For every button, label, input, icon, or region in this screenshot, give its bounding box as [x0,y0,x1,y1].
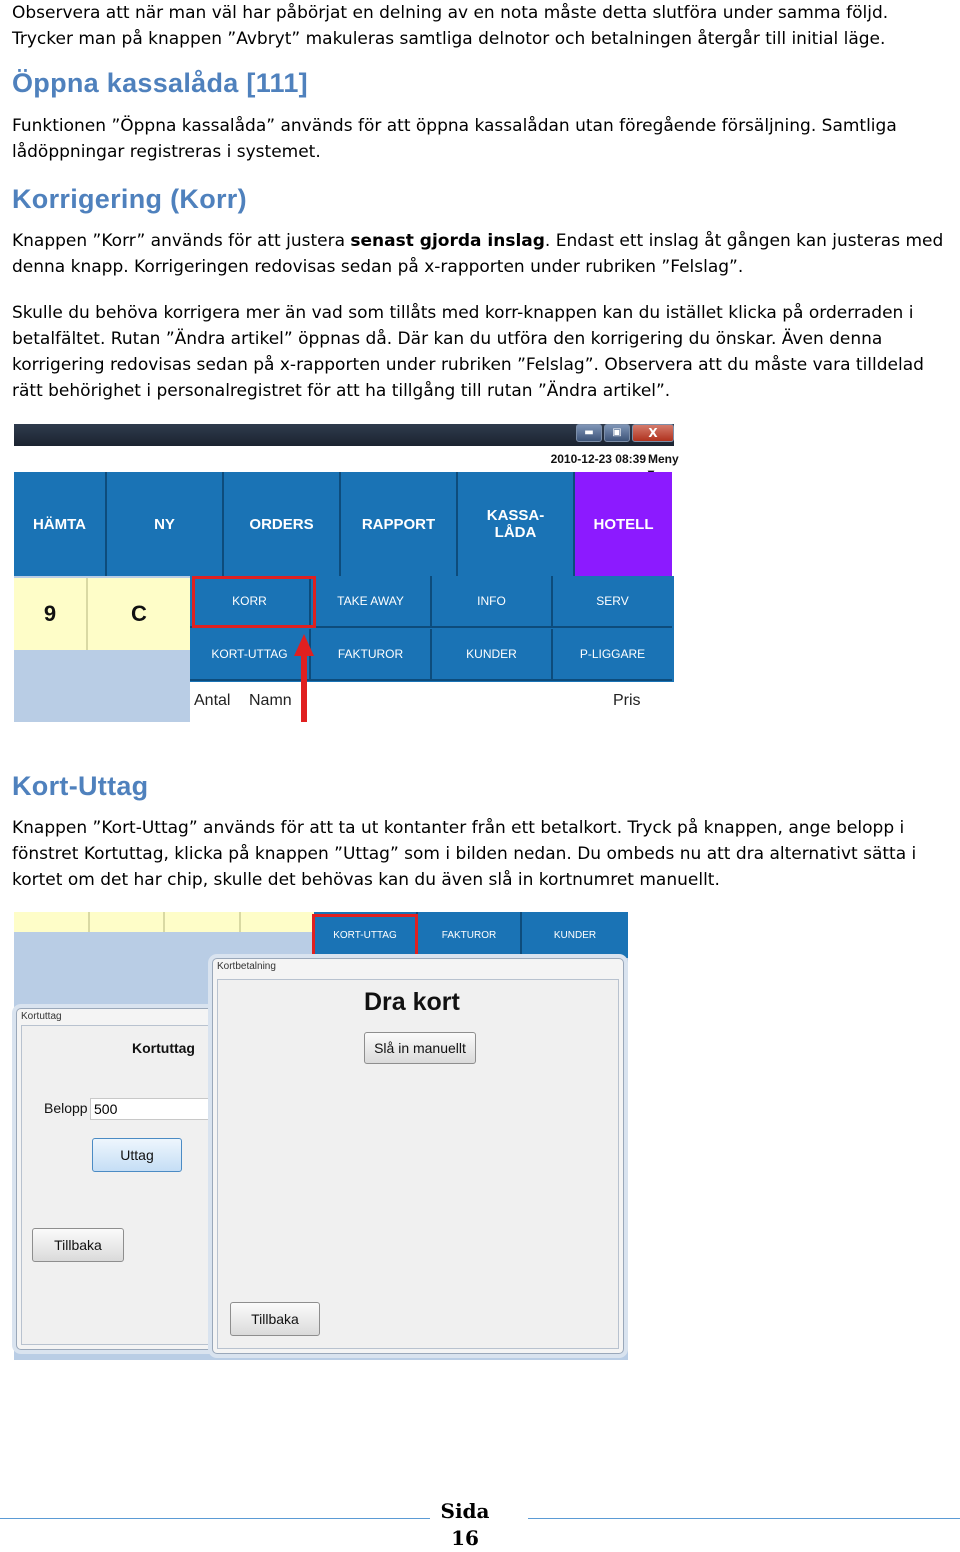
footer-rule-left [0,1518,430,1519]
korr-p1-before: Knappen ”Korr” används för att justera [12,231,351,251]
keypad-strip [14,912,314,932]
amount-field[interactable]: 500 [90,1098,215,1120]
close-icon[interactable]: X [632,424,674,442]
nav-hamta-button[interactable]: HÄMTA [14,472,107,576]
kort-uttag-highlight-box [312,914,418,958]
menu-dropdown[interactable]: Meny [648,452,679,466]
fakturor-button[interactable]: FAKTUROR [418,912,522,958]
korr-highlight-box [192,576,316,628]
nav-hotell-button[interactable]: HOTELL [575,472,672,576]
page-label: Sida [440,1499,490,1523]
manual-entry-button[interactable]: Slå in manuellt [364,1032,476,1064]
nav-ny-button[interactable]: NY [107,472,224,576]
heading-kort-uttag: Kort-Uttag [12,771,149,801]
intro-paragraph: Observera att när man väl har påbörjat en delning av en nota måste detta slutföra under samma följd. Trycker man på knappen ”Avbryt” makuleras samtliga delnotor och betalningen återgår till initial läge. [12,3,889,49]
kortuttag-window-body [21,1025,213,1345]
order-list-header [190,682,674,722]
nav-rapport-button[interactable]: RAPPORT [341,472,458,576]
kortuttag-window [16,1008,218,1350]
arrow-shaft [301,654,307,722]
uttag-button[interactable]: Uttag [92,1138,182,1172]
page-number [430,1498,500,1552]
heading-open-drawer: Öppna kassalåda [111] [12,68,308,98]
key-clear[interactable]: C [88,578,190,650]
kortbetalning-window [212,958,624,1354]
main-nav [14,472,674,576]
page-number-value: 16 [451,1526,479,1550]
p-liggare-button[interactable]: P-LIGGARE [553,629,672,681]
kunder-button[interactable]: KUNDER [553,929,597,941]
column-qty: Antal [194,692,231,709]
kortuttag-back-button[interactable]: Tillbaka [32,1228,124,1262]
kortbetalning-window-body [217,979,619,1349]
key-9[interactable]: 9 [14,578,88,650]
info-bar [14,446,679,472]
nav-orders-button[interactable]: ORDERS [224,472,341,576]
kort-uttag-button[interactable]: KORT-UTTAG [190,629,311,681]
korr-p1-after: . Endast ett inslag åt gången kan justeras med denna knapp. Korrigeringen redovisas sedan på x-rapporten under rubriken ”Felslag”. [12,231,944,277]
korr-p1-bold: senast gjorda inslag [350,231,545,251]
korr-paragraph-2: Skulle du behöva korrigera mer än vad som tillåts med korr-knappen kan du istället klicka på orderraden i betalfältet. Rutan ”Ändra artikel” öppnas då. Där kan du utföra den korrigering du önskar. Även denna korrigering redovisas sedan på x-rapporten under rubriken ”Felslag”. Observera att du måste vara tilldelad rätt behörighet i personalregistret för att ha tillgång till rutan ”Ändra artikel”. [12,303,924,401]
footer-rule-right [528,1518,960,1519]
open-drawer-paragraph: Funktionen ”Öppna kassalåda” används för att öppna kassalådan utan föregående försäljning. Samtliga lådöppningar registreras i systemet. [12,116,897,162]
heading-korr: Korrigering (Korr) [12,184,247,214]
kortuttag-screenshot [14,912,628,1360]
serv-button[interactable]: SERV [553,576,672,628]
kort-uttag-button[interactable]: KORT-UTTAG [314,912,418,958]
korr-paragraph-1 [12,228,952,280]
nav-kassalada-button[interactable]: KASSA- LÅDA [458,472,575,576]
kunder-button[interactable]: KUNDER [432,629,553,681]
column-name: Namn [249,692,292,709]
window-titlebar [14,424,674,446]
maximize-icon[interactable]: ▣ [604,424,630,442]
kortuttag-window-title: Kortuttag [21,1011,62,1022]
keypad [14,576,190,722]
datetime-display: 2010-12-23 08:39 [550,452,646,466]
kort-uttag-paragraph: Knappen ”Kort-Uttag” används för att ta ut kontanter från ett betalkort. Tryck på knappen, ange belopp i fönstret Kortuttag, klicka på knappen ”Uttag” som i bilden nedan. Du ombeds nu att dra alternativt sätta i kortet om det har chip, skulle det behövas kan du även slå in kortnumret manuellt. [12,818,917,890]
info-button[interactable]: INFO [432,576,553,628]
window-controls [574,424,674,442]
minimize-icon[interactable]: ▬ [576,424,602,442]
kortuttag-heading: Kortuttag [132,1040,195,1056]
fakturor-button[interactable]: FAKTUROR [311,629,432,681]
arrow-up-icon [294,634,314,656]
korr-button[interactable]: KORR [190,576,311,628]
take-away-button[interactable]: TAKE AWAY [311,576,432,628]
pos-screenshot [14,424,679,722]
dra-kort-heading: Dra kort [364,988,460,1016]
kortbetalning-window-title: Kortbetalning [217,961,276,972]
kortbetalning-back-button[interactable]: Tillbaka [230,1302,320,1336]
column-price: Pris [613,692,641,709]
amount-label: Belopp [44,1100,88,1116]
